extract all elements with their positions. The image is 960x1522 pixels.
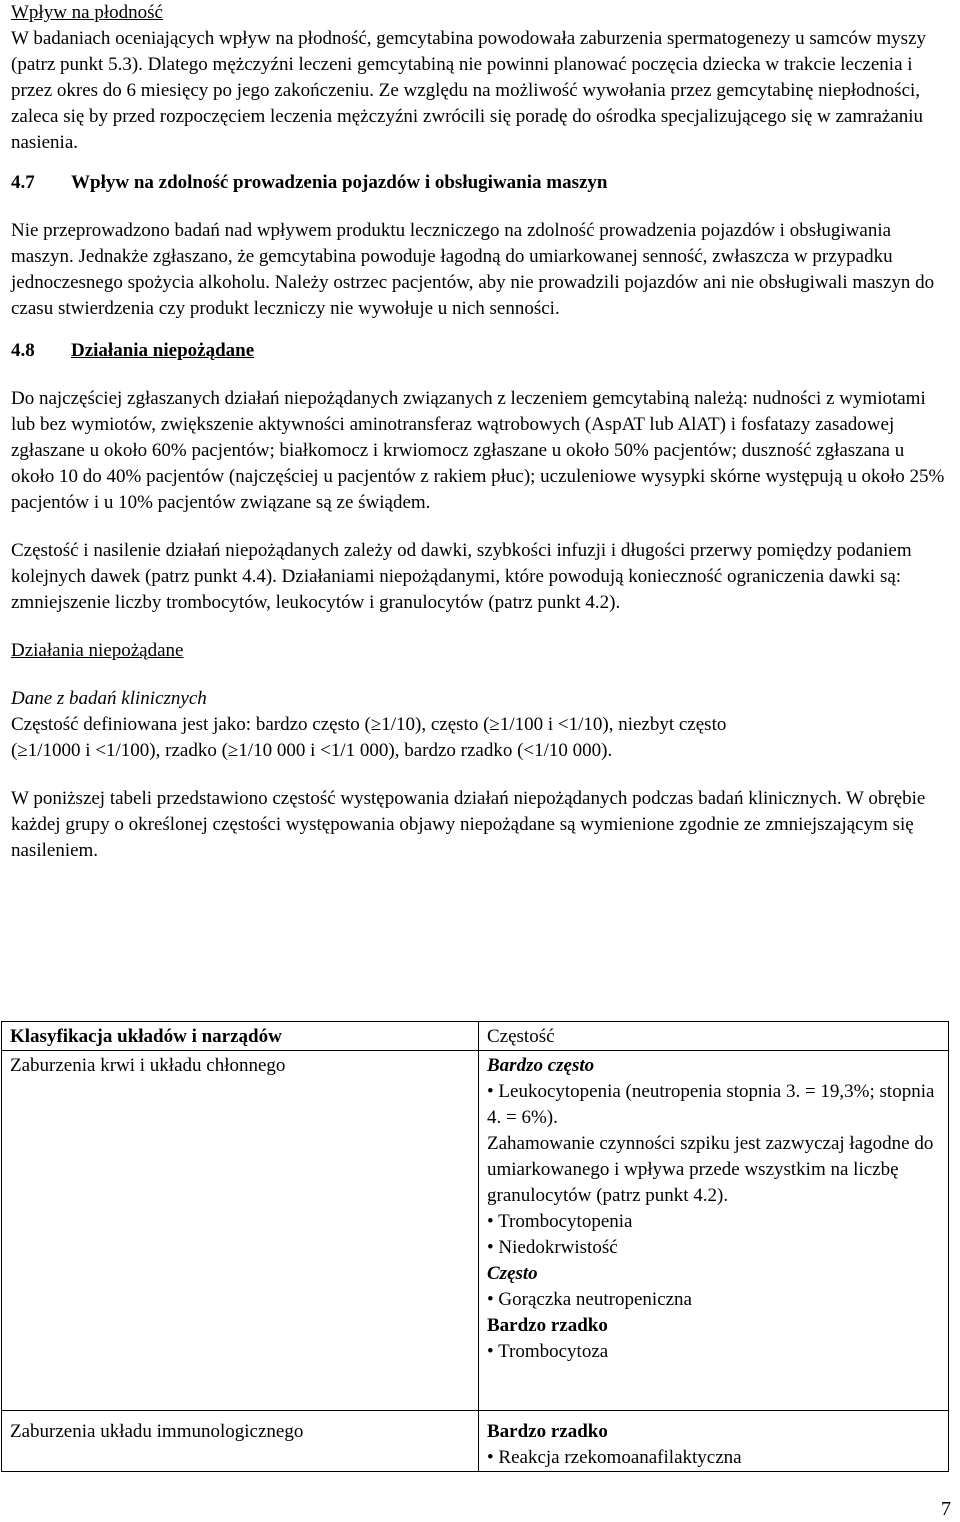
adverse-reactions-table <box>1 1021 949 1472</box>
section-title: Działania niepożądane <box>71 340 255 361</box>
frequency-label: Bardzo rzadko <box>487 1315 608 1336</box>
clinical-data-heading: Dane z badań klinicznych <box>11 688 207 709</box>
frequency-definition-line1: Częstość definiowana jest jako: bardzo często (≥1/10), często (≥1/100 i <1/10), niezbyt często <box>11 714 727 735</box>
adverse-effects-subheading: Działania niepożądane <box>11 640 184 661</box>
document-page <box>11 0 951 864</box>
table-intro: W poniższej tabeli przedstawiono częstość występowania działań niepożądanych podczas badań klinicznych. W obrębie każdej grupy o określonej częstości występowania objawy niepożądane są wymienione zgodnie ze zmniejszającym się nasileniem. <box>11 788 926 861</box>
table-header-frequency: Częstość <box>479 1022 949 1051</box>
section-title: Wpływ na zdolność prowadzenia pojazdów i obsługiwania maszyn <box>71 172 608 193</box>
frequency-label: Często <box>487 1263 538 1284</box>
section-4-7-header <box>11 170 951 196</box>
adverse-reaction-note: Zahamowanie czynności szpiku jest zazwyczaj łagodne do umiarkowanego i wpływa przede wszystkim na liczbę granulocytów (patrz punkt 4.2). <box>487 1133 934 1206</box>
frequency-cell <box>479 1411 949 1472</box>
table-row <box>2 1051 949 1411</box>
frequency-label: Bardzo często <box>487 1055 595 1076</box>
section-number: 4.7 <box>11 172 35 193</box>
adverse-reaction-item: • Niedokrwistość <box>487 1235 940 1261</box>
table-header-row <box>2 1022 949 1051</box>
adverse-effects-para1: Do najczęściej zgłaszanych działań niepożądanych związanych z leczeniem gemcytabiną należą: nudności z wymiotami lub bez wymiotów, zwiększenie aktywności aminotransferaz wątrobowych (AspAT lub AlAT) i fosfatazy zasadowej zgłaszane u około 60% pacjentów; białkomocz i krwiomocz zgłaszane u około 50% pacjentów; duszność zgłaszana u około 10 do 40% pacjentów (najczęściej u pacjentów z rakiem płuc); uczuleniowe wysypki skórne występują u około 25% pacjentów i u 10% pacjentów związane są ze świądem. <box>11 388 945 513</box>
adverse-reaction-item: • Reakcja rzekomoanafilaktyczna <box>487 1445 940 1471</box>
section-number: 4.8 <box>11 340 35 361</box>
organ-class-cell: Zaburzenia układu immunologicznego <box>2 1411 479 1472</box>
section-4-7-text: Nie przeprowadzono badań nad wpływem produktu leczniczego na zdolność prowadzenia pojazdów i obsługiwania maszyn. Jednakże zgłaszano, że gemcytabina powoduje łagodną do umiarkowanej senność, zwłaszcza w przypadku jednoczesnego spożycia alkoholu. Należy ostrzec pacjentów, aby nie prowadzili pojazdów ani nie obsługiwali maszyn do czasu stwierdzenia czy produkt leczniczy nie wywołuje u nich senności. <box>11 220 935 319</box>
table-header-organ-class: Klasyfikacja układów i narządów <box>2 1022 479 1051</box>
adverse-reaction-item: • Gorączka neutropeniczna <box>487 1287 940 1313</box>
frequency-cell <box>479 1051 949 1411</box>
table-row <box>2 1411 949 1472</box>
page-number: 7 <box>941 1498 951 1520</box>
adverse-reaction-item: • Trombocytoza <box>487 1339 940 1365</box>
section-4-8-header <box>11 338 951 364</box>
frequency-label: Bardzo rzadko <box>487 1421 608 1442</box>
frequency-definition-line2: (≥1/1000 i <1/100), rzadko (≥1/10 000 i <1/1 000), bardzo rzadko (<1/10 000). <box>11 740 613 761</box>
fertility-heading: Wpływ na płodność <box>11 2 163 23</box>
organ-class-cell: Zaburzenia krwi i układu chłonnego <box>2 1051 479 1411</box>
adverse-effects-para2: Częstość i nasilenie działań niepożądanych zależy od dawki, szybkości infuzji i długości przerwy pomiędzy podaniem kolejnych dawek (patrz punkt 4.4). Działaniami niepożądanymi, które powodują konieczność ograniczenia dawki są: zmniejszenie liczby trombocytów, leukocytów i granulocytów (patrz punkt 4.2). <box>11 540 912 613</box>
fertility-text: W badaniach oceniających wpływ na płodność, gemcytabina powodowała zaburzenia spermatogenezy u samców myszy (patrz punkt 5.3). Dlatego mężczyźni leczeni gemcytabiną nie powinni planować poczęcia dziecka w trakcie leczenia i przez okres do 6 miesięcy po jego zakończeniu. Ze względu na możliwość wywołania przez gemcytabinę niepłodności, zaleca się by przed rozpoczęciem leczenia mężczyźni zwrócili się poradę do ośrodka specjalizującego się w zamrażaniu nasienia. <box>11 28 927 153</box>
adverse-reaction-item: • Leukocytopenia (neutropenia stopnia 3. = 19,3%; stopnia 4. = 6%). <box>487 1079 940 1131</box>
adverse-reaction-item: • Trombocytopenia <box>487 1209 940 1235</box>
